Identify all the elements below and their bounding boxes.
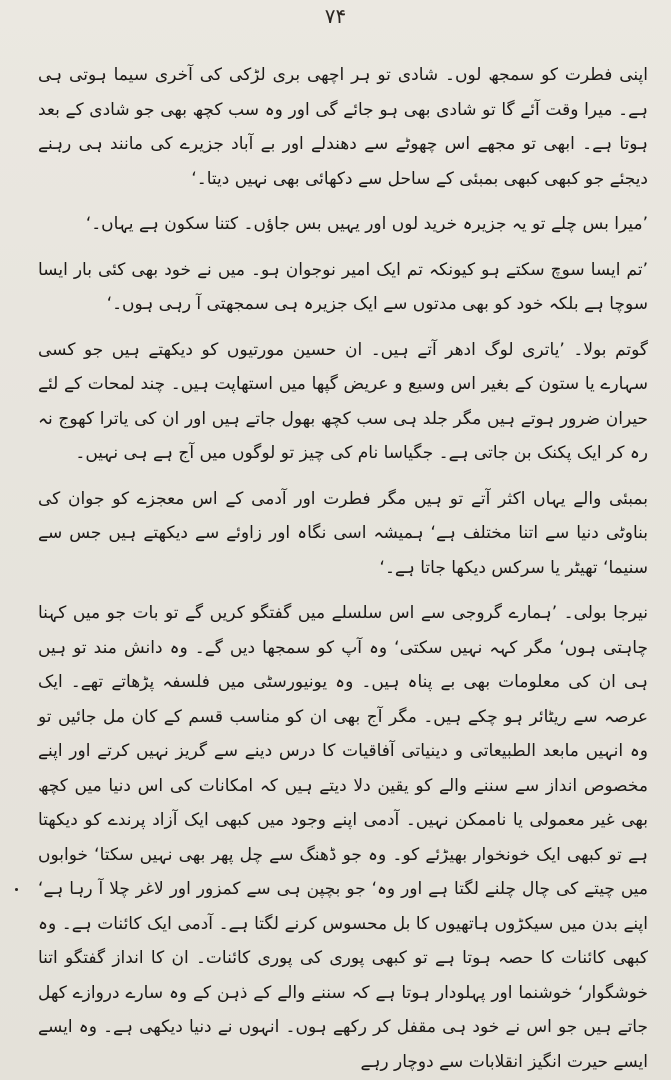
paragraph-3: ’تم ایسا سوچ سکتے ہو کیونکہ تم ایک امیر نوجوان ہو۔ میں نے خود بھی کئی بار ایسا سوچا ہے بلکہ خود کو بھی مدتوں سے ایک جزیرہ ہی سمجھتی آ رہی ہوں۔‘ (38, 259, 648, 314)
paragraph-6: نیرجا بولی۔ ’ہمارے گروجی سے اس سلسلے میں گفتگو کریں گے تو بات جو میں کہنا چاہتی ہوں‘ مگر کہہ نہیں سکتی‘ وہ آپ کو سمجھا دیں گے۔ وہ دانش مند تو ہیں ہی ان کی معلومات بھی بے پناہ ہیں۔ وہ یونیورسٹی میں فلسفہ پڑھاتے تھے۔ ایک عرصہ سے ریٹائر ہو چکے ہیں۔ مگر آج بھی ان کو مناسب قسم کے کان مل جائیں تو وہ انہیں مابعد الطبیعاتی و دینیاتی آفاقیات کا درس دینے سے گریز نہیں کرتے اور اپنے مخصوص انداز سے سننے والے کو یقین دلا دیتے ہیں کہ امکانات کی اس دنیا میں کچھ بھی غیر معمولی یا ناممکن نہیں۔ آدمی اپنے وجود میں کبھی ایک آزاد پرندے کو دیکھتا ہے تو کبھی ایک خونخوار بھیڑئے کو۔ وہ جو ڈھنگ سے چل پھر بھی نہیں سکتا‘ خوابوں میں چیتے کی چال چلنے لگتا ہے اور وہ‘ جو بچپن ہی سے کمزور اور لاغر چلا آ رہا ہے‘ اپنے بدن میں سیکڑوں ہاتھیوں کا بل محسوس کرنے لگتا ہے۔ آدمی ایک کائنات ہے۔ وہ کبھی کائنات کا حصہ ہوتا ہے تو کبھی پوری کی پوری کائنات۔ ان کا انداز گفتگو اتنا خوشگوار‘ خوشنما اور پہلودار ہوتا ہے کہ سننے والے کے ذہن کے وہ سارے دروازے کھل جاتے ہیں جو اس نے خود ہی مقفل کر رکھے ہوں۔ انہوں نے دنیا دیکھی ہے۔ وہ ایسے ایسے حیرت انگیز انقلابات سے دوچار رہے (38, 603, 648, 1072)
paragraph-1: اپنی فطرت کو سمجھ لوں۔ شادی تو ہر اچھی بری لڑکی کی آخری سیما ہوتی ہی ہے۔ میرا وقت آئے گا تو شادی بھی ہو جائے گی اور وہ سب کچھ بھی جو شادی کے بعد ہوتا ہے۔ ابھی تو مجھے اس چھوٹے سے دھندلے اور بے آباد جزیرے کی مانند ہی رہنے دیجئے جو کبھی کبھی بمبئی کے ساحل سے دکھائی بھی نہیں دیتا۔‘ (38, 65, 648, 189)
page-body (38, 58, 648, 1079)
paragraph-4: گوتم بولا۔ ’یاتری لوگ ادھر آتے ہیں۔ ان حسین مورتیوں کو دیکھتے ہیں جو کسی سہارے یا ستون کے بغیر اس وسیع و عریض گپھا میں استھاپت ہیں۔ چند لمحات کے لئے حیران ضرور ہوتے ہیں مگر جلد ہی سب کچھ بھول جاتے ہیں اور ان کی یاترا کھوج نہ رہ کر ایک پکنک بن جاتی ہے۔ جگیاسا نام کی چیز تو لوگوں میں آج ہے ہی نہیں۔ (38, 339, 648, 463)
page-number: ۷۴ (324, 4, 347, 28)
paragraph-2: ’میرا بس چلے تو یہ جزیرہ خرید لوں اور یہیں بس جاؤں۔ کتنا سکون ہے یہاں۔‘ (85, 214, 648, 234)
paragraph-5: بمبئی والے یہاں اکثر آتے تو ہیں مگر فطرت اور آدمی کے اس معجزے کو جوان کی بناوٹی دنیا سے اتنا مختلف ہے‘ ہمیشہ اسی نگاہ اور زاوئے سے دیکھتے ہیں جس سے سنیما‘ تھیٹر یا سرکس دیکھا جاتا ہے۔‘ (38, 488, 648, 578)
ink-speck (15, 888, 18, 891)
